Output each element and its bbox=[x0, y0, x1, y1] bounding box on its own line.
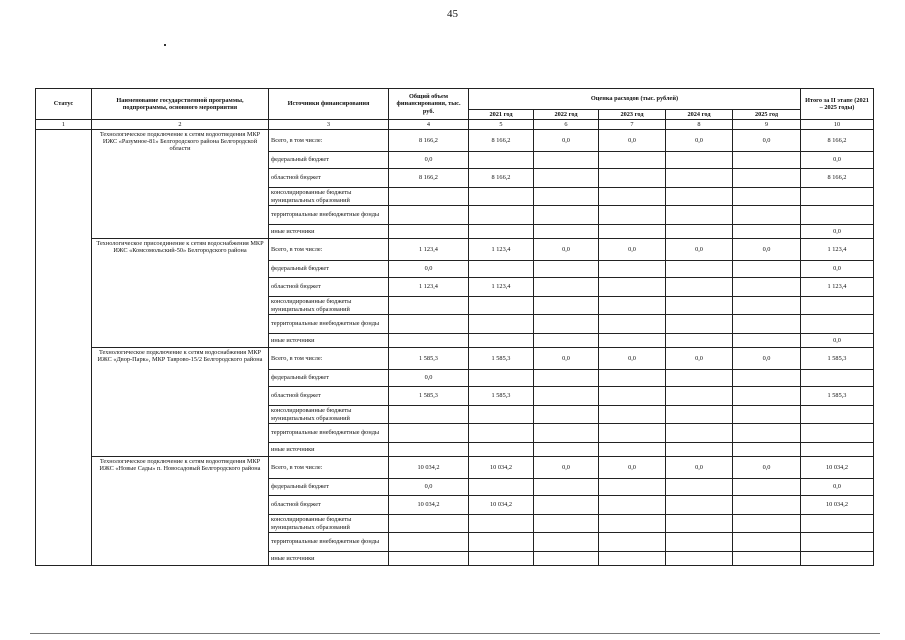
amount-cell: 8 166,2 bbox=[469, 169, 534, 188]
amount-cell bbox=[469, 370, 534, 387]
amount-cell: 0,0 bbox=[733, 239, 801, 261]
amount-cell bbox=[599, 334, 666, 348]
amount-cell bbox=[733, 225, 801, 239]
amount-cell bbox=[534, 443, 599, 457]
amount-cell bbox=[389, 297, 469, 315]
amount-cell: 0,0 bbox=[801, 225, 874, 239]
amount-cell bbox=[389, 406, 469, 424]
amount-cell bbox=[469, 443, 534, 457]
funding-source: Всего, в том числе: bbox=[269, 457, 389, 479]
amount-cell: 10 034,2 bbox=[801, 457, 874, 479]
amount-cell: 0,0 bbox=[666, 239, 733, 261]
header-year: 2021 год bbox=[469, 110, 534, 120]
amount-cell bbox=[733, 188, 801, 206]
funding-source: иные источники bbox=[269, 552, 389, 566]
amount-cell bbox=[733, 334, 801, 348]
status-cell bbox=[36, 130, 92, 566]
amount-cell bbox=[534, 424, 599, 443]
amount-cell bbox=[599, 479, 666, 496]
amount-cell bbox=[389, 424, 469, 443]
amount-cell bbox=[801, 406, 874, 424]
amount-cell bbox=[534, 406, 599, 424]
amount-cell bbox=[666, 315, 733, 334]
amount-cell bbox=[469, 406, 534, 424]
amount-cell bbox=[469, 261, 534, 278]
amount-cell: 1 585,3 bbox=[469, 348, 534, 370]
amount-cell bbox=[733, 152, 801, 169]
header-estimate: Оценка расходов (тыс. рублей) bbox=[469, 89, 801, 110]
amount-cell bbox=[801, 552, 874, 566]
amount-cell bbox=[801, 315, 874, 334]
amount-cell bbox=[599, 297, 666, 315]
amount-cell bbox=[666, 225, 733, 239]
amount-cell bbox=[733, 533, 801, 552]
amount-cell bbox=[801, 370, 874, 387]
amount-cell: 1 585,3 bbox=[389, 387, 469, 406]
amount-cell bbox=[534, 334, 599, 348]
amount-cell bbox=[733, 206, 801, 225]
funding-source: областной бюджет bbox=[269, 387, 389, 406]
table-row bbox=[36, 457, 874, 479]
amount-cell: 1 123,4 bbox=[469, 278, 534, 297]
amount-cell bbox=[733, 443, 801, 457]
budget-table bbox=[35, 88, 874, 566]
amount-cell bbox=[389, 334, 469, 348]
funding-source: территориальные внебюджетные фонды bbox=[269, 206, 389, 225]
amount-cell bbox=[733, 278, 801, 297]
amount-cell bbox=[534, 188, 599, 206]
amount-cell bbox=[469, 515, 534, 533]
amount-cell bbox=[666, 206, 733, 225]
header-stage-total: Итого за II этапе (2021 – 2025 годы) bbox=[801, 89, 874, 120]
column-number: 8 bbox=[666, 120, 733, 130]
amount-cell bbox=[469, 206, 534, 225]
funding-source: иные источники bbox=[269, 225, 389, 239]
amount-cell: 0,0 bbox=[599, 348, 666, 370]
header-year: 2023 год bbox=[599, 110, 666, 120]
amount-cell bbox=[733, 552, 801, 566]
funding-source: федеральный бюджет bbox=[269, 261, 389, 278]
amount-cell bbox=[801, 533, 874, 552]
activity-name: Технологическое подключение к сетям водоотведения МКР ИЖС «Разумное-81» Белгородского района Белгородской области bbox=[92, 130, 269, 239]
header-year: 2024 год bbox=[666, 110, 733, 120]
amount-cell: 1 123,4 bbox=[389, 278, 469, 297]
amount-cell: 0,0 bbox=[534, 457, 599, 479]
amount-cell bbox=[389, 315, 469, 334]
amount-cell bbox=[733, 297, 801, 315]
funding-source: консолидированные бюджеты муниципальных образований bbox=[269, 188, 389, 206]
amount-cell: 8 166,2 bbox=[801, 130, 874, 152]
table-row bbox=[36, 239, 874, 261]
amount-cell bbox=[599, 278, 666, 297]
amount-cell bbox=[599, 515, 666, 533]
amount-cell: 8 166,2 bbox=[389, 130, 469, 152]
amount-cell bbox=[599, 370, 666, 387]
column-number: 5 bbox=[469, 120, 534, 130]
amount-cell: 1 585,3 bbox=[389, 348, 469, 370]
column-number: 7 bbox=[599, 120, 666, 130]
amount-cell bbox=[534, 225, 599, 239]
amount-cell bbox=[599, 552, 666, 566]
column-number: 10 bbox=[801, 120, 874, 130]
amount-cell: 0,0 bbox=[801, 261, 874, 278]
amount-cell bbox=[666, 406, 733, 424]
amount-cell bbox=[469, 315, 534, 334]
amount-cell bbox=[469, 479, 534, 496]
amount-cell bbox=[534, 496, 599, 515]
column-number: 2 bbox=[92, 120, 269, 130]
amount-cell: 10 034,2 bbox=[469, 496, 534, 515]
amount-cell bbox=[599, 424, 666, 443]
amount-cell: 1 123,4 bbox=[801, 278, 874, 297]
amount-cell bbox=[469, 152, 534, 169]
bottom-border-line bbox=[30, 633, 880, 634]
amount-cell: 0,0 bbox=[733, 130, 801, 152]
column-number: 3 bbox=[269, 120, 389, 130]
amount-cell bbox=[389, 206, 469, 225]
amount-cell bbox=[666, 387, 733, 406]
amount-cell: 8 166,2 bbox=[469, 130, 534, 152]
amount-cell bbox=[733, 406, 801, 424]
amount-cell bbox=[666, 370, 733, 387]
amount-cell bbox=[534, 206, 599, 225]
header-year: 2022 год bbox=[534, 110, 599, 120]
amount-cell bbox=[469, 533, 534, 552]
amount-cell bbox=[534, 315, 599, 334]
funding-source: федеральный бюджет bbox=[269, 152, 389, 169]
amount-cell bbox=[666, 496, 733, 515]
scan-dot bbox=[164, 44, 166, 46]
funding-source: консолидированные бюджеты муниципальных образований bbox=[269, 515, 389, 533]
amount-cell: 0,0 bbox=[666, 348, 733, 370]
funding-source: федеральный бюджет bbox=[269, 370, 389, 387]
amount-cell: 0,0 bbox=[733, 348, 801, 370]
amount-cell bbox=[599, 225, 666, 239]
amount-cell: 0,0 bbox=[733, 457, 801, 479]
amount-cell bbox=[666, 297, 733, 315]
amount-cell: 0,0 bbox=[801, 479, 874, 496]
amount-cell bbox=[389, 533, 469, 552]
funding-source: иные источники bbox=[269, 443, 389, 457]
amount-cell bbox=[534, 552, 599, 566]
amount-cell bbox=[534, 479, 599, 496]
amount-cell: 1 123,4 bbox=[801, 239, 874, 261]
amount-cell bbox=[469, 188, 534, 206]
funding-source: Всего, в том числе: bbox=[269, 130, 389, 152]
amount-cell bbox=[389, 443, 469, 457]
funding-source: иные источники bbox=[269, 334, 389, 348]
amount-cell bbox=[534, 169, 599, 188]
amount-cell bbox=[599, 533, 666, 552]
amount-cell bbox=[733, 424, 801, 443]
funding-source: федеральный бюджет bbox=[269, 479, 389, 496]
amount-cell: 0,0 bbox=[534, 239, 599, 261]
amount-cell: 1 123,4 bbox=[469, 239, 534, 261]
amount-cell bbox=[733, 387, 801, 406]
amount-cell: 0,0 bbox=[801, 334, 874, 348]
amount-cell bbox=[599, 406, 666, 424]
header-total-volume: Общий объем финансирования, тыс. руб. bbox=[389, 89, 469, 120]
amount-cell bbox=[599, 206, 666, 225]
amount-cell: 10 034,2 bbox=[389, 496, 469, 515]
amount-cell: 1 585,3 bbox=[801, 387, 874, 406]
amount-cell bbox=[469, 297, 534, 315]
funding-source: территориальные внебюджетные фонды bbox=[269, 424, 389, 443]
amount-cell bbox=[534, 261, 599, 278]
amount-cell bbox=[666, 188, 733, 206]
funding-source: областной бюджет bbox=[269, 169, 389, 188]
funding-source: консолидированные бюджеты муниципальных образований bbox=[269, 297, 389, 315]
amount-cell bbox=[666, 479, 733, 496]
amount-cell bbox=[666, 152, 733, 169]
table-row bbox=[36, 348, 874, 370]
page-number: 45 bbox=[447, 8, 458, 20]
amount-cell bbox=[733, 261, 801, 278]
amount-cell: 0,0 bbox=[666, 130, 733, 152]
amount-cell bbox=[599, 315, 666, 334]
amount-cell: 0,0 bbox=[801, 152, 874, 169]
column-number: 9 bbox=[733, 120, 801, 130]
amount-cell bbox=[733, 496, 801, 515]
amount-cell bbox=[534, 370, 599, 387]
amount-cell bbox=[534, 278, 599, 297]
amount-cell bbox=[534, 297, 599, 315]
amount-cell bbox=[666, 515, 733, 533]
funding-source: областной бюджет bbox=[269, 496, 389, 515]
amount-cell bbox=[801, 206, 874, 225]
funding-source: областной бюджет bbox=[269, 278, 389, 297]
amount-cell bbox=[733, 169, 801, 188]
amount-cell: 10 034,2 bbox=[389, 457, 469, 479]
column-number: 6 bbox=[534, 120, 599, 130]
header-status: Статус bbox=[36, 89, 92, 120]
amount-cell bbox=[469, 225, 534, 239]
table-body bbox=[36, 130, 874, 566]
amount-cell bbox=[801, 297, 874, 315]
funding-source: Всего, в том числе: bbox=[269, 239, 389, 261]
amount-cell bbox=[733, 479, 801, 496]
amount-cell bbox=[666, 261, 733, 278]
amount-cell bbox=[599, 443, 666, 457]
amount-cell: 0,0 bbox=[389, 370, 469, 387]
amount-cell bbox=[801, 424, 874, 443]
amount-cell bbox=[599, 152, 666, 169]
column-number: 4 bbox=[389, 120, 469, 130]
amount-cell: 0,0 bbox=[534, 130, 599, 152]
amount-cell bbox=[801, 443, 874, 457]
amount-cell bbox=[666, 443, 733, 457]
amount-cell bbox=[801, 188, 874, 206]
amount-cell bbox=[469, 552, 534, 566]
amount-cell: 0,0 bbox=[389, 479, 469, 496]
amount-cell bbox=[666, 552, 733, 566]
amount-cell: 8 166,2 bbox=[801, 169, 874, 188]
amount-cell bbox=[534, 533, 599, 552]
amount-cell: 0,0 bbox=[389, 152, 469, 169]
amount-cell bbox=[534, 152, 599, 169]
header-year: 2025 год bbox=[733, 110, 801, 120]
amount-cell bbox=[469, 334, 534, 348]
activity-name: Технологическое подключение к сетям водоснабжения МКР ИЖС «Двор-Парк», МКР Таврово-15/2 Белгородского района bbox=[92, 348, 269, 457]
amount-cell bbox=[599, 496, 666, 515]
amount-cell bbox=[666, 334, 733, 348]
funding-source: территориальные внебюджетные фонды bbox=[269, 533, 389, 552]
amount-cell bbox=[599, 169, 666, 188]
amount-cell: 0,0 bbox=[534, 348, 599, 370]
column-number: 1 bbox=[36, 120, 92, 130]
amount-cell bbox=[599, 188, 666, 206]
funding-source: территориальные внебюджетные фонды bbox=[269, 315, 389, 334]
amount-cell bbox=[534, 515, 599, 533]
amount-cell bbox=[389, 552, 469, 566]
amount-cell bbox=[733, 370, 801, 387]
amount-cell: 0,0 bbox=[599, 457, 666, 479]
amount-cell: 0,0 bbox=[389, 261, 469, 278]
amount-cell: 1 585,3 bbox=[469, 387, 534, 406]
amount-cell bbox=[389, 515, 469, 533]
amount-cell bbox=[801, 515, 874, 533]
amount-cell: 1 123,4 bbox=[389, 239, 469, 261]
header-sources: Источники финансирования bbox=[269, 89, 389, 120]
funding-source: Всего, в том числе: bbox=[269, 348, 389, 370]
amount-cell bbox=[666, 278, 733, 297]
amount-cell bbox=[389, 225, 469, 239]
amount-cell bbox=[666, 169, 733, 188]
amount-cell bbox=[733, 515, 801, 533]
amount-cell bbox=[599, 387, 666, 406]
amount-cell: 0,0 bbox=[666, 457, 733, 479]
activity-name: Технологическое присоединение к сетям водоснабжения МКР ИЖС «Комсомольский-50» Белгородского района bbox=[92, 239, 269, 348]
amount-cell bbox=[599, 261, 666, 278]
header-name: Наименование государственной программы, подпрограммы, основного мероприятия bbox=[92, 89, 269, 120]
amount-cell bbox=[389, 188, 469, 206]
funding-source: консолидированные бюджеты муниципальных образований bbox=[269, 406, 389, 424]
amount-cell bbox=[733, 315, 801, 334]
amount-cell bbox=[534, 387, 599, 406]
amount-cell: 10 034,2 bbox=[801, 496, 874, 515]
amount-cell bbox=[666, 533, 733, 552]
amount-cell: 1 585,3 bbox=[801, 348, 874, 370]
activity-name: Технологическое подключение к сетям водоотведения МКР ИЖС «Новые Сады» п. Новосадовый Белгородского района bbox=[92, 457, 269, 566]
amount-cell bbox=[666, 424, 733, 443]
amount-cell: 0,0 bbox=[599, 239, 666, 261]
amount-cell bbox=[469, 424, 534, 443]
amount-cell: 8 166,2 bbox=[389, 169, 469, 188]
amount-cell: 10 034,2 bbox=[469, 457, 534, 479]
amount-cell: 0,0 bbox=[599, 130, 666, 152]
table-row bbox=[36, 130, 874, 152]
